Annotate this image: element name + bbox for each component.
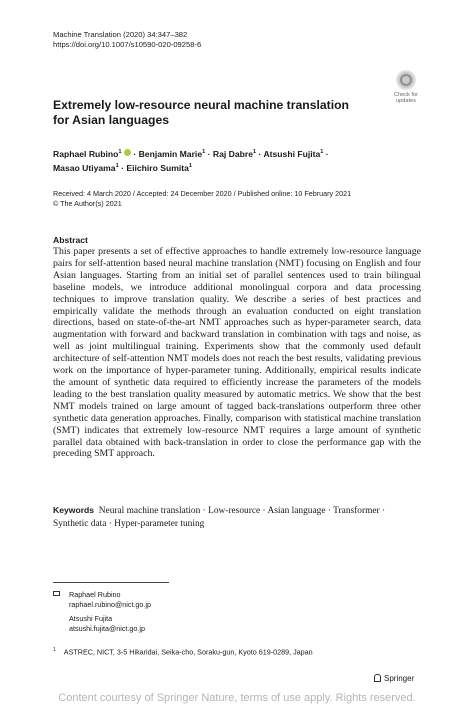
envelope-icon: [53, 591, 60, 596]
author-name: Masao Utiyama: [53, 162, 116, 173]
abstract-heading: Abstract: [53, 235, 88, 245]
abstract-text: This paper presents a set of effective approaches to handle extremely low-resource language pairs for self-attention based neural machine translation (NMT) focusing on English and four Asian languages. Starting from an initial set of parallel sentences used to train bilingual baseline models, we introduce additional monolingual corpora and data processing techniques to improve translation quality. We describe a series of best practices and empirically validate the methods through an evaluation conducted on eight translation directions, based on state-of-the-art NMT approaches such as hyper-parameter search, data augmentation with forward and backward translation in combination with tags and noise, as well as joint multilingual training. Experiments show that the commonly used default architecture of self-attention NMT models does not reach the best results, validating previous work on the importance of hyper-parameter tuning. Additionally, empirical results indicate the amount of synthetic data required to efficiently increase the parameters of the models leading to the best translation quality measured by automatic metrics. We show that the best NMT models trained on large amount of tagged back-translations outperform three other synthetic data generation approaches. Finally, comparison with statistical machine translation (SMT) indicates that extremely low-resource NMT requires a large amount of synthetic parallel data obtained with back-translation in order to close the performance gap with the preceding SMT approach.: [53, 246, 421, 460]
author-affiliation-mark: 1: [202, 149, 206, 155]
author-name: Benjamin Marie: [138, 148, 203, 159]
keywords: [53, 504, 421, 531]
corresponding-author-email[interactable]: atsushi.fujita@nict.go.jp: [69, 624, 146, 633]
affiliation-address: ASTREC, NICT, 3-5 Hikaridai, Seika-cho, Soraku-gun, Kyoto 619-0289, Japan: [63, 647, 313, 657]
affiliation: [53, 645, 313, 657]
title-line-2: for Asian languages: [53, 113, 170, 127]
springer-horse-icon: [374, 674, 381, 682]
keywords-label: Keywords: [53, 505, 95, 515]
publisher-name: Springer: [384, 674, 415, 683]
author-name: Eiichiro Sumita: [126, 162, 189, 173]
author-list: Raphael Rubino$^1$ · Benjamin Marie$^1$ · Raj Dabre$^1$ · Atsushi Fujita$^1$ · Masao Utiyama$^1$ · Eiichiro Sumita$^1$: [53, 148, 329, 173]
author-name: Raphael Rubino: [53, 148, 119, 159]
corresponding-author-name: Atsushi Fujita: [69, 614, 113, 623]
journal-header: [53, 30, 201, 50]
footnote-divider: [53, 582, 169, 583]
badge-line-2: updates: [396, 98, 416, 105]
publication-dates: [53, 189, 433, 208]
title-line-1: Extremely low-resource neural machine translation: [53, 98, 349, 112]
check-for-updates-badge[interactable]: [388, 70, 424, 105]
keywords-list: Neural machine translation · Low-resource · Asian language · Transformer · Synthetic data · Hyper-parameter tuning: [53, 506, 386, 529]
copyright-line: © The Author(s) 2021: [53, 198, 122, 208]
springer-logo: [374, 674, 414, 683]
dates-line: Received: 4 March 2020 / Accepted: 24 December 2020 / Published online: 10 February 2021: [53, 189, 352, 198]
orcid-icon[interactable]: [124, 149, 131, 156]
author-affiliation-mark: 1: [320, 149, 324, 155]
correspondence-block: [53, 590, 151, 634]
affiliation-number: 1: [53, 647, 56, 653]
author-name: Raj Dabre: [212, 148, 253, 159]
corresponding-author-email[interactable]: raphael.rubino@nict.go.jp: [69, 600, 152, 609]
doi-link[interactable]: https://doi.org/10.1007/s10590-020-09258-6: [53, 40, 202, 49]
journal-citation: Machine Translation (2020) 34:347–382: [53, 30, 188, 39]
badge-line-1: Check for: [394, 92, 418, 98]
check-for-updates-icon: [396, 70, 416, 90]
author-name: Atsushi Fujita: [263, 148, 321, 159]
corresponding-author-name: Raphael Rubino: [69, 590, 121, 599]
author-affiliation-mark: 1: [115, 162, 119, 169]
author-affiliation-mark: 1: [188, 162, 193, 169]
author-affiliation-mark: 1: [118, 149, 122, 155]
copyright-footer: Content courtesy of Springer Nature, terms of use apply. Rights reserved.: [58, 692, 416, 704]
paper-title: [53, 98, 373, 128]
author-affiliation-mark: 1: [253, 149, 257, 155]
